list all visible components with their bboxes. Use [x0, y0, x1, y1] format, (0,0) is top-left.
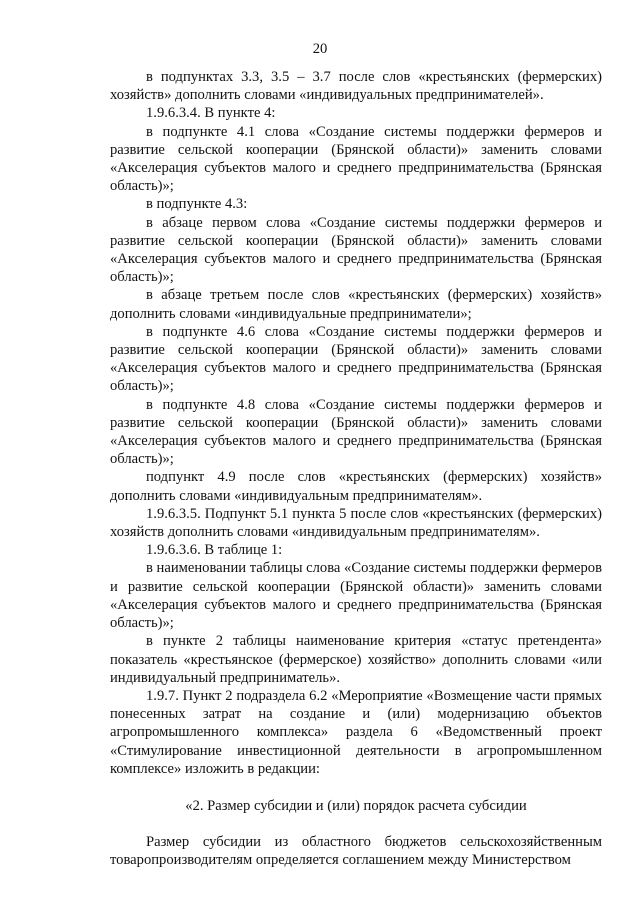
paragraph-5: в абзаце первом слова «Создание системы поддержки фермеров и развитие сельской кооперации (Брянской области)» заменить словами «Акселерация субъектов малого и среднего предпринимательства (Брянская область)»;: [110, 214, 602, 286]
paragraph-10: 1.9.6.3.5. Подпункт 5.1 пункта 5 после слов «крестьянских (фермерских) хозяйств дополнить словами «индивидуальным предпринимателям».: [110, 505, 602, 541]
paragraph-1: в подпунктах 3.3, 3.5 – 3.7 после слов «крестьянских (фермерских) хозяйств» дополнить словами «индивидуальных предпринимателей».: [110, 69, 602, 104]
paragraph-8: в подпункте 4.8 слова «Создание системы поддержки фермеров и развитие сельской кооперации (Брянской области)» заменить словами «Акселерация субъектов малого и среднего предпринимательства (Брянская область)»;: [110, 396, 602, 468]
section-heading: «2. Размер субсидии и (или) порядок расчета субсидии: [185, 797, 527, 814]
paragraph-2: 1.9.6.3.4. В пункте 4:: [146, 105, 276, 122]
paragraph-4: в подпункте 4.3:: [146, 196, 248, 213]
paragraph-11: 1.9.6.3.6. В таблице 1:: [146, 542, 283, 559]
page-number: 20: [312, 41, 328, 57]
paragraph-13: в пункте 2 таблицы наименование критерия «статус претендента» показатель «крестьянское (фермерское) хозяйство» дополнить словами «или индивидуальный предприниматель».: [110, 633, 602, 686]
paragraph-3: в подпункте 4.1 слова «Создание системы поддержки фермеров и развитие сельской кооперации (Брянской области)» заменить словами «Акселерация субъектов малого и среднего предпринимательства (Брянская область)»;: [110, 123, 602, 195]
paragraph-9: подпункт 4.9 после слов «крестьянских (фермерских) хозяйств» дополнить словами «индивидуальным предпринимателям».: [110, 469, 602, 504]
paragraph-final: Размер субсидии из областного бюджетов сельскохозяйственным товаропроизводителям определяется соглашением между Министерством: [110, 834, 602, 869]
paragraph-14: 1.9.7. Пункт 2 подраздела 6.2 «Мероприятие «Возмещение части прямых понесенных затрат на создание и (или) модернизацию объектов агропромышленного комплекса» раздела 6 «Ведомственный проект «Стимулирование инвестиционной деятельности в агропромышленном комплексе» изложить в редакции:: [110, 687, 602, 777]
paragraph-7: в подпункте 4.6 слова «Создание системы поддержки фермеров и развитие сельской кооперации (Брянской области)» заменить словами «Акселерация субъектов малого и среднего предпринимательства (Брянская область)»;: [110, 323, 602, 395]
document-body: [110, 68, 602, 870]
paragraph-6: в абзаце третьем после слов «крестьянских (фермерских) хозяйств» дополнить словами «индивидуальные предприниматели»;: [110, 287, 602, 322]
paragraph-12: в наименовании таблицы слова «Создание системы поддержки фермеров и развитие сельской кооперации (Брянской области)» заменить словами «Акселерация субъектов малого и среднего предпринимательства (Брянская область)»;: [110, 560, 602, 632]
